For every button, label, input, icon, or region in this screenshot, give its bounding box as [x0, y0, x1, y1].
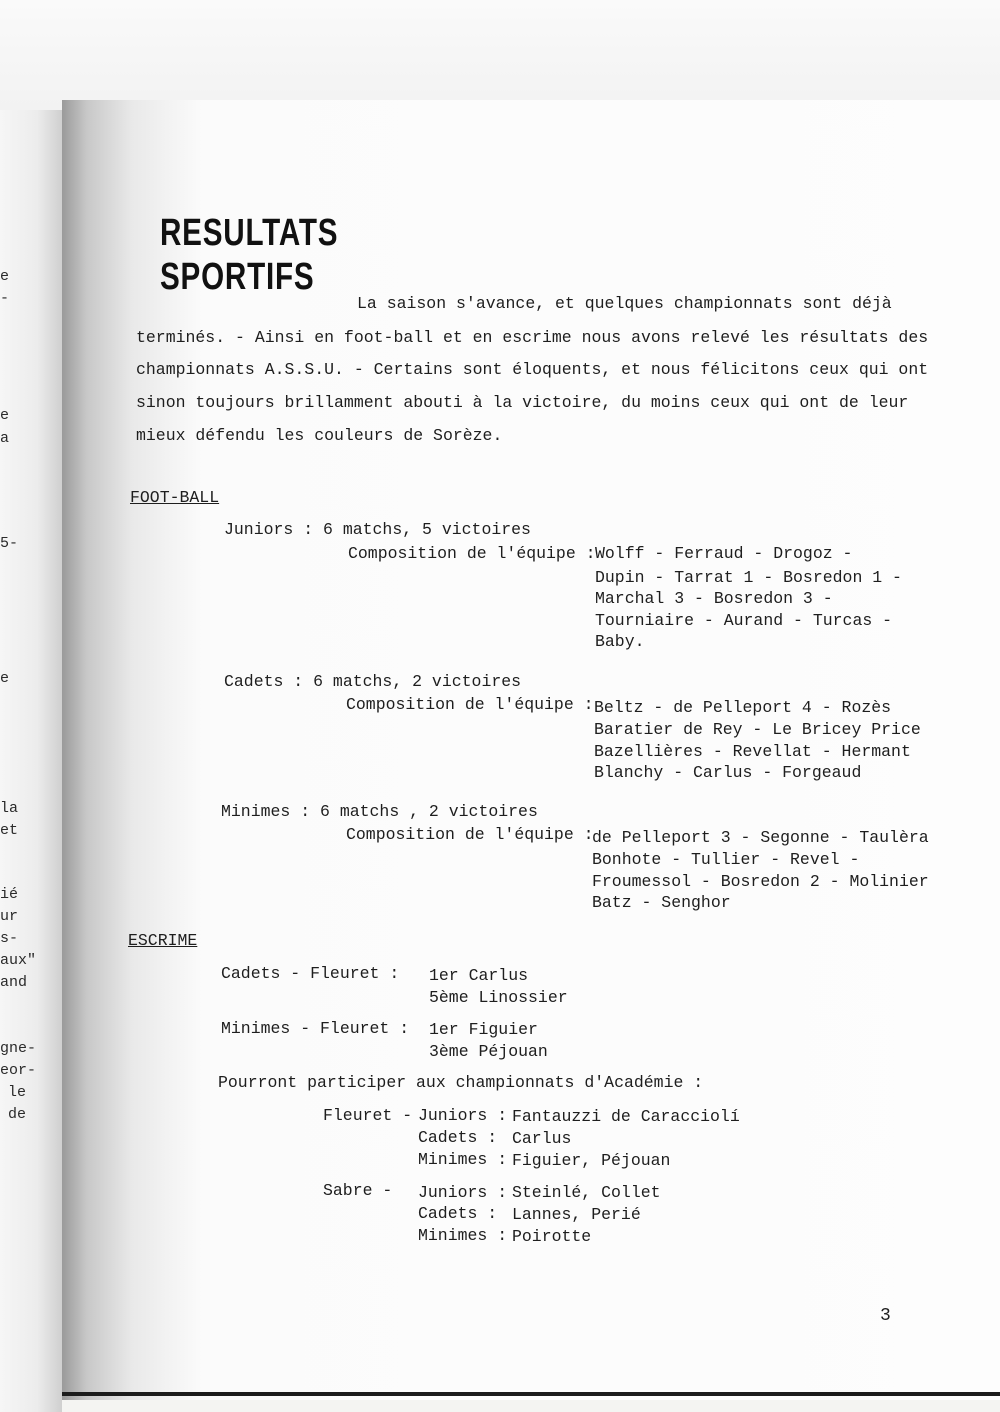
escrime-result: 1er Figuier	[429, 1020, 538, 1039]
page-edge-shadow	[62, 1392, 1000, 1396]
team-line: Beltz - de Pelleport 4 - Rozès	[594, 698, 892, 717]
qualified-names: Carlus	[512, 1129, 572, 1148]
previous-page-edge	[0, 110, 62, 1412]
team-line: de Pelleport 3 - Segonne - Taulèra	[592, 828, 929, 847]
margin-fragment: -	[0, 290, 10, 307]
category-label: Cadets :	[418, 1128, 498, 1147]
page-number: 3	[880, 1306, 891, 1326]
margin-fragment: de	[8, 1106, 27, 1123]
category-label: Minimes :	[418, 1150, 508, 1169]
section-heading-football: FOOT-BALL	[130, 488, 220, 507]
category-label: Juniors :	[418, 1183, 508, 1202]
juniors-summary: Juniors : 6 matchs, 5 victoires	[224, 520, 531, 539]
scan-background	[0, 0, 1000, 110]
minimes-summary: Minimes : 6 matchs , 2 victoires	[221, 802, 538, 821]
team-line: Baratier de Rey - Le Bricey Price	[594, 720, 921, 739]
team-line: Dupin - Tarrat 1 - Bosredon 1 -	[595, 568, 902, 587]
team-line: Froumessol - Bosredon 2 - Molinier	[592, 872, 929, 891]
qualified-names: Fantauzzi de Caracciolí	[512, 1107, 740, 1126]
academie-intro: Pourront participer aux championnats d'Académie :	[218, 1073, 704, 1092]
margin-fragment: 5-	[0, 535, 19, 552]
team-line: Batz - Senghor	[592, 893, 731, 912]
category-label: Juniors :	[418, 1106, 508, 1125]
margin-fragment: ié	[0, 886, 19, 903]
intro-line: terminés. - Ainsi en foot-ball et en escrime nous avons relevé les résultats des	[136, 328, 929, 347]
margin-fragment: s-	[0, 930, 19, 947]
margin-fragment: e	[0, 407, 10, 424]
category-label: Minimes :	[418, 1226, 508, 1245]
team-line: Bazellières - Revellat - Hermant	[594, 742, 911, 761]
intro-line: La saison s'avance, et quelques championnats sont déjà	[357, 294, 892, 313]
composition-label: Composition de l'équipe :	[348, 544, 596, 563]
intro-line: mieux défendu les couleurs de Sorèze.	[136, 426, 503, 445]
margin-fragment: aux"	[0, 952, 37, 969]
escrime-result: 3ème Péjouan	[429, 1042, 548, 1061]
team-line: Baby.	[595, 632, 645, 651]
team-line: Bonhote - Tullier - Revel -	[592, 850, 860, 869]
team-line: Marchal 3 - Bosredon 3 -	[595, 589, 833, 608]
margin-fragment: la	[0, 800, 19, 817]
page-title-line-1: RESULTATS	[160, 212, 339, 254]
intro-line: sinon toujours brillamment abouti à la victoire, du moins ceux qui ont de leur	[136, 393, 909, 412]
composition-label: Composition de l'équipe :	[346, 825, 594, 844]
qualified-names: Figuier, Péjouan	[512, 1151, 671, 1170]
margin-fragment: and	[0, 974, 28, 991]
cadets-summary: Cadets : 6 matchs, 2 victoires	[224, 672, 522, 691]
margin-fragment: a	[0, 430, 10, 447]
margin-fragment: et	[0, 822, 19, 839]
escrime-result: 1er Carlus	[429, 966, 529, 985]
team-line: Tourniaire - Aurand - Turcas -	[595, 611, 893, 630]
margin-fragment: gne-	[0, 1040, 37, 1057]
escrime-minimes-label: Minimes - Fleuret :	[221, 1019, 410, 1038]
section-heading-escrime: ESCRIME	[128, 931, 198, 950]
intro-line: championnats A.S.S.U. - Certains sont éloquents, et nous félicitons ceux qui ont	[136, 360, 929, 379]
weapon-label: Fleuret -	[323, 1106, 413, 1125]
margin-fragment: le	[8, 1084, 27, 1101]
qualified-names: Lannes, Perié	[512, 1205, 641, 1224]
weapon-label: Sabre -	[323, 1181, 393, 1200]
page-title-line-2: SPORTIFS	[160, 256, 315, 298]
escrime-result: 5ème Linossier	[429, 988, 568, 1007]
margin-fragment: e	[0, 670, 10, 687]
composition-label: Composition de l'équipe :	[346, 695, 594, 714]
margin-fragment: ur	[0, 908, 19, 925]
qualified-names: Steinlé, Collet	[512, 1183, 661, 1202]
margin-fragment: eor-	[0, 1062, 37, 1079]
margin-fragment: e	[0, 268, 10, 285]
escrime-cadets-label: Cadets - Fleuret :	[221, 964, 400, 983]
qualified-names: Poirotte	[512, 1227, 592, 1246]
team-line: Wolff - Ferraud - Drogoz -	[595, 544, 853, 563]
category-label: Cadets :	[418, 1204, 498, 1223]
team-line: Blanchy - Carlus - Forgeaud	[594, 763, 862, 782]
